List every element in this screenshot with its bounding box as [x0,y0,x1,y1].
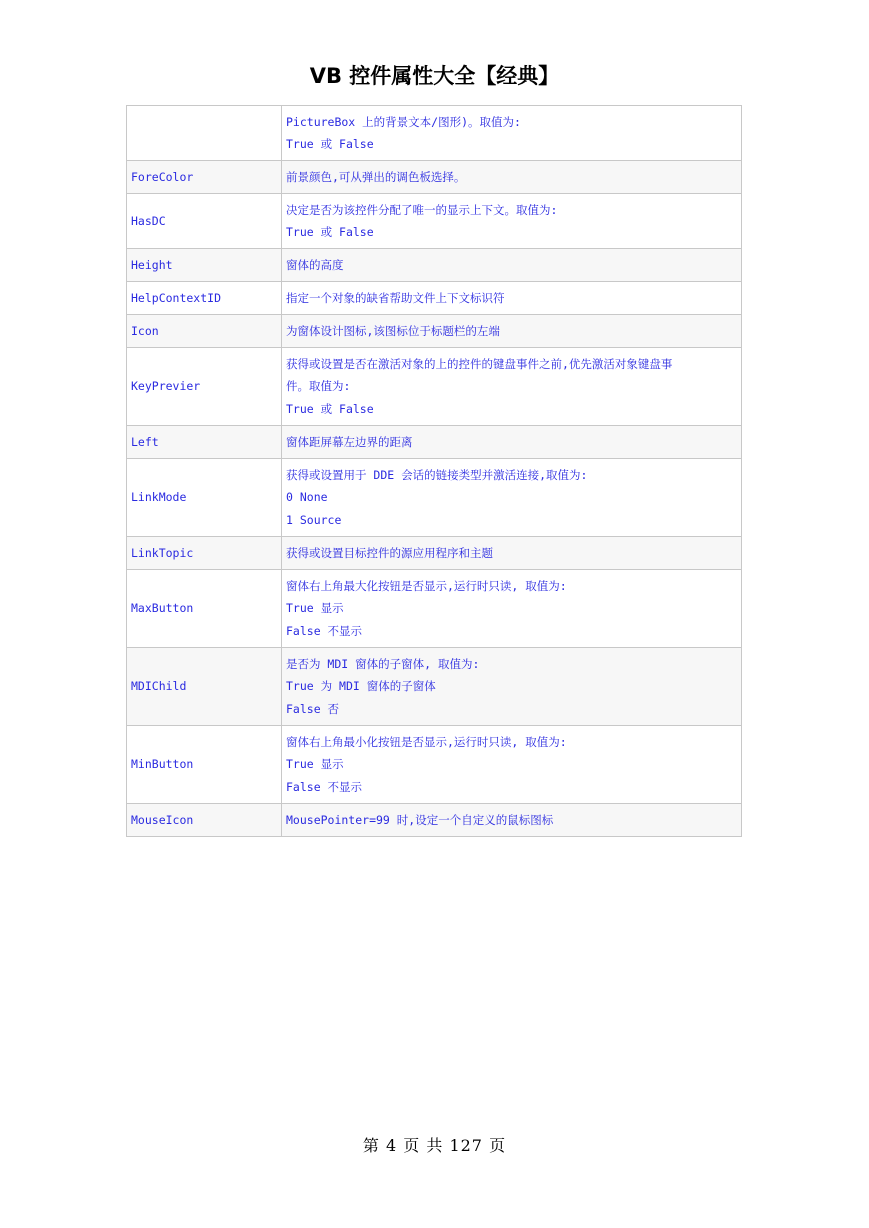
table-row [127,315,742,348]
description-line: True 或 False [286,401,374,416]
description-line: 窗体的高度 [286,257,344,272]
table-row [127,194,742,249]
table-row [127,726,742,804]
description-line: 指定一个对象的缺省帮助文件上下文标识符 [286,290,505,305]
property-name: KeyPrevier [127,348,282,426]
description-line: 决定是否为该控件分配了唯一的显示上下文。取值为: [286,202,558,217]
table-row [127,804,742,837]
description-line: True 或 False [286,225,374,239]
property-name: HelpContextID [127,282,282,315]
property-description [282,648,742,726]
description-line: 1 Source [286,512,342,527]
table-row [127,282,742,315]
property-description [282,315,742,348]
property-description [282,459,742,537]
property-name: LinkMode [127,459,282,537]
property-name: Left [127,426,282,459]
page-footer: 第 4 页 共 127 页 [362,1136,507,1155]
property-name: MaxButton [127,570,282,648]
description-line: 窗体右上角最大化按钮是否显示,运行时只读, 取值为: [286,578,567,593]
properties-table-body [127,106,742,837]
property-description [282,726,742,804]
table-row [127,249,742,282]
table-row [127,426,742,459]
description-line: 前景颜色,可从弹出的调色板选择。 [286,169,466,184]
property-description [282,348,742,426]
property-description [282,282,742,315]
description-line: False 不显示 [286,623,363,638]
properties-table [126,105,742,837]
property-description [282,106,742,161]
table-row [127,648,742,726]
description-line: 获得或设置目标控件的源应用程序和主题 [286,545,493,560]
table-row [127,570,742,648]
description-line: 0 None [286,490,328,505]
description-line: MousePointer=99 时,设定一个自定义的鼠标图标 [286,812,554,827]
table-row [127,537,742,570]
property-name: MinButton [127,726,282,804]
description-line: 窗体距屏幕左边界的距离 [286,434,413,449]
property-description [282,804,742,837]
property-description [282,570,742,648]
property-name: LinkTopic [127,537,282,570]
property-name: MouseIcon [127,804,282,837]
property-name: Height [127,249,282,282]
property-name: MDIChild [127,648,282,726]
property-description [282,249,742,282]
property-description [282,194,742,249]
property-name [127,106,282,161]
property-description [282,537,742,570]
table-row [127,348,742,426]
description-line: False 不显示 [286,779,363,794]
description-line: 获得或设置是否在激活对象的上的控件的键盘事件之前,优先激活对象键盘事 [286,356,673,371]
property-description [282,161,742,194]
description-line: 件。取值为: [286,379,351,394]
property-name: ForeColor [127,161,282,194]
description-line: True 显示 [286,757,344,772]
description-line: False 否 [286,701,340,716]
description-line: 为窗体设计图标,该图标位于标题栏的左端 [286,323,500,338]
table-row [127,459,742,537]
description-line: True 为 MDI 窗体的子窗体 [286,679,436,694]
page-title: VB 控件属性大全【经典】 [309,64,560,88]
description-line: True 显示 [286,601,344,616]
description-line: 是否为 MDI 窗体的子窗体, 取值为: [286,656,480,671]
description-line: 窗体右上角最小化按钮是否显示,运行时只读, 取值为: [286,734,567,749]
description-line: 获得或设置用于 DDE 会话的链接类型并激活连接,取值为: [286,467,588,482]
table-row [127,161,742,194]
table-row [127,106,742,161]
description-line: True 或 False [286,137,374,151]
property-name: HasDC [127,194,282,249]
property-name: Icon [127,315,282,348]
description-line: PictureBox 上的背景文本/图形)。取值为: [286,114,521,129]
property-description [282,426,742,459]
